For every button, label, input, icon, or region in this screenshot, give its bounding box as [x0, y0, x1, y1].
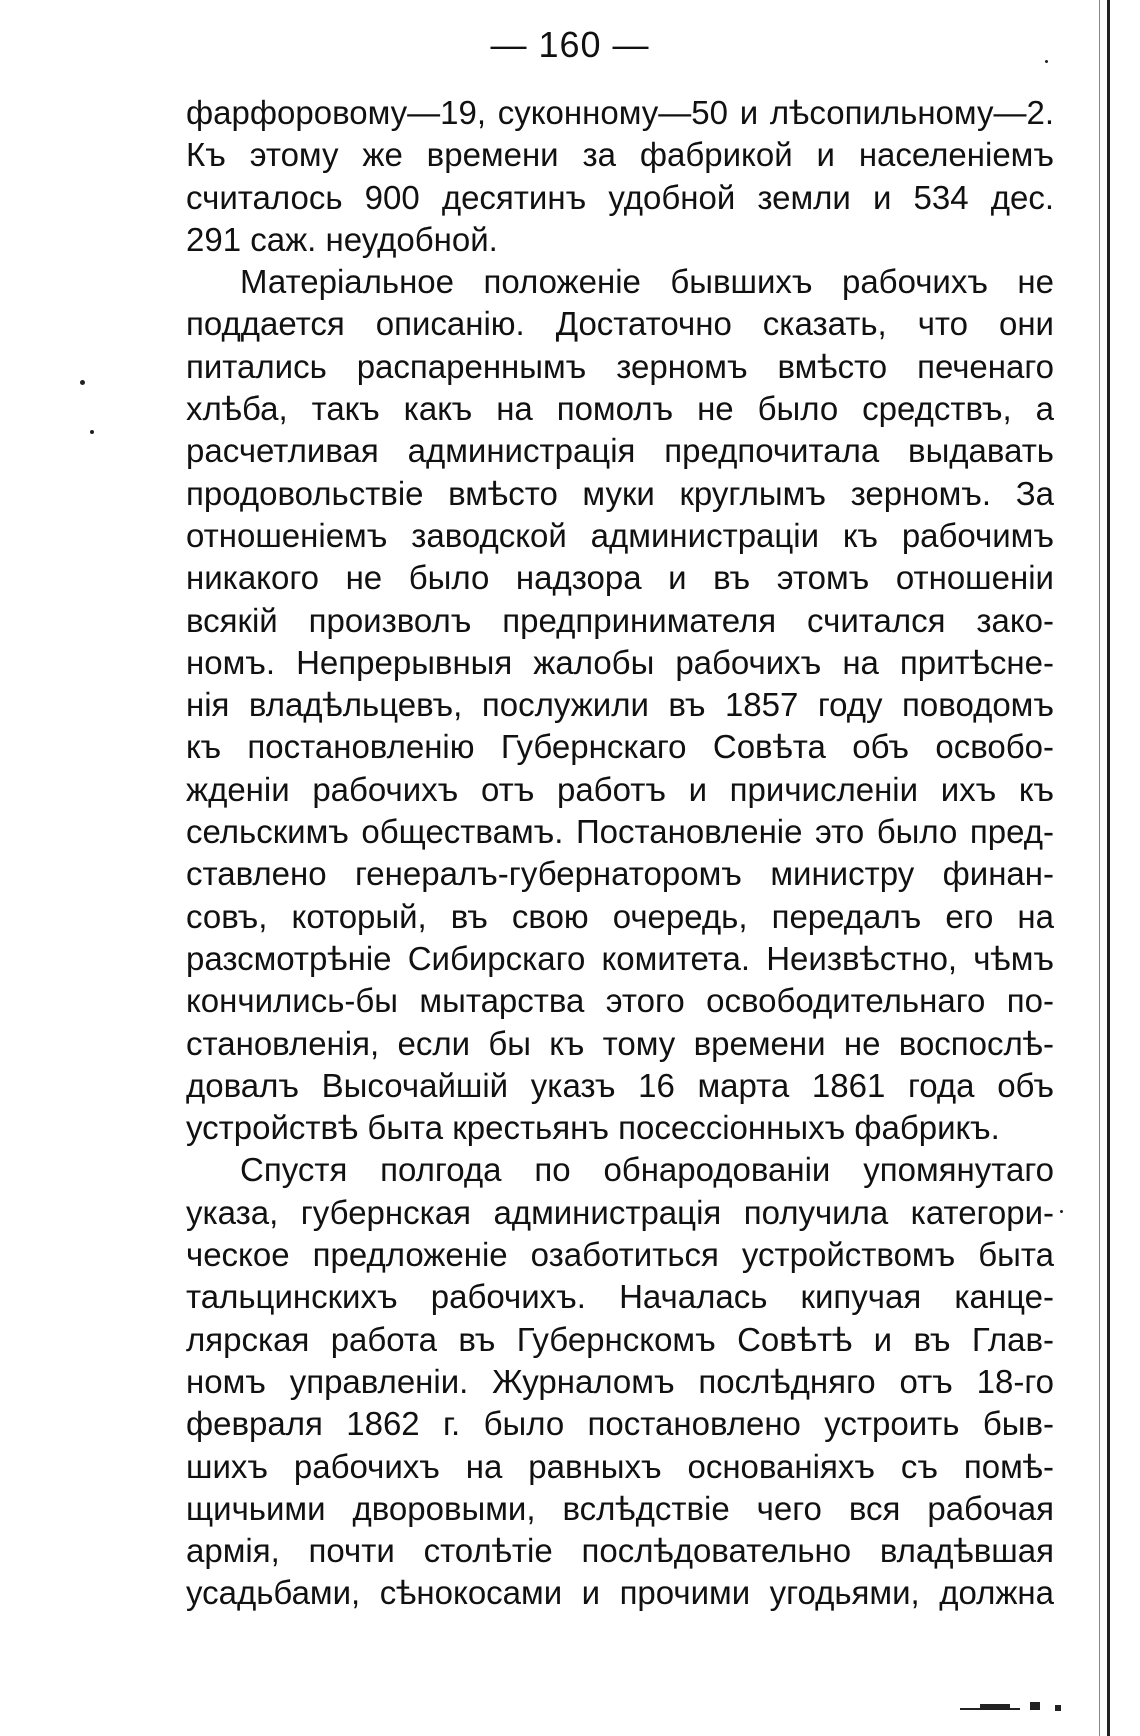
text-line: номъ управленіи. Журналомъ послѣдняго отъ 18-го — [186, 1362, 1054, 1400]
text-line: фарфоровому—19, суконному—50 и лѣсопильному—2. — [186, 94, 1054, 131]
text-line: Матеріальное положеніе бывшихъ рабочихъ не — [240, 263, 1054, 301]
text-line: отношеніемъ заводской администраціи къ рабочимъ — [186, 516, 1054, 554]
text-line: къ постановленію Губернскаго Совѣта объ освобо- — [186, 728, 1054, 766]
text-line: считалось 900 десятинъ удобной земли и 534 дес. — [186, 178, 1054, 216]
text-line: армія, почти столѣтіе послѣдовательно владѣвшая — [186, 1532, 1054, 1570]
text-line: устройствѣ быта крестьянъ посессіонныхъ фабрикъ. — [186, 1109, 1000, 1147]
text-line: хлѣба, такъ какъ на помолъ не было средствъ, а — [186, 390, 1054, 428]
text-line: усадьбами, сѣнокосами и прочими угодьями, должна — [186, 1574, 1054, 1612]
scan-speck — [1060, 1210, 1063, 1213]
text-line: 291 саж. неудобной. — [186, 220, 498, 258]
text-line: щичьими дворовыми, вслѣдствіе чего вся рабочая — [186, 1489, 1054, 1527]
text-line: продовольствіе вмѣсто муки круглымъ зерномъ. За — [186, 474, 1054, 512]
page-number: — 160 — — [490, 24, 650, 65]
text-block — [186, 92, 1054, 1615]
scan-speck — [90, 430, 94, 434]
scan-edge-line-thin — [1099, 0, 1100, 1736]
text-line: расчетливая администрація предпочитала выдавать — [186, 432, 1054, 470]
text-line: февраля 1862 г. было постановлено устроить быв- — [186, 1405, 1054, 1443]
scan-speck — [80, 380, 85, 385]
scan-speck — [1045, 60, 1048, 63]
text-line: нія владѣльцевъ, послужили въ 1857 году поводомъ — [186, 686, 1054, 724]
text-line: разсмотрѣніе Сибирскаго комитета. Неизвѣстно, чѣмъ — [186, 939, 1054, 977]
text-line: лярская работа въ Губернскомъ Совѣтѣ и въ Глав- — [186, 1320, 1054, 1358]
text-line: ставлено генералъ-губернаторомъ министру финан- — [186, 855, 1054, 893]
text-line: Къ этому же времени за фабрикой и населеніемъ — [186, 136, 1054, 174]
text-line: питались распареннымъ зерномъ вмѣсто печенаго — [186, 347, 1054, 385]
text-line: становленія, если бы къ тому времени не воспослѣ- — [186, 1024, 1054, 1062]
text-line: довалъ Высочайшій указъ 16 марта 1861 года объ — [186, 1066, 1054, 1104]
text-line: шихъ рабочихъ на равныхъ основаніяхъ съ помѣ- — [186, 1447, 1054, 1485]
text-line: жденіи рабочихъ отъ работъ и причисленіи ихъ къ — [186, 770, 1054, 808]
text-line: никакого не было надзора и въ этомъ отношеніи — [186, 559, 1054, 597]
text-line: тальцинскихъ рабочихъ. Началась кипучая канце- — [186, 1278, 1054, 1316]
scan-smudge — [960, 1700, 1080, 1714]
text-line: указа, губернская администрація получила категори- — [186, 1193, 1054, 1231]
text-line: номъ. Непрерывныя жалобы рабочихъ на притѣсне- — [186, 643, 1054, 681]
text-line: кончились-бы мытарства этого освободительнаго по- — [186, 982, 1054, 1020]
text-line: сельскимъ обществамъ. Постановленіе это было пред- — [186, 813, 1054, 851]
scan-edge-line — [1107, 0, 1110, 1736]
text-line: совъ, который, въ свою очередь, передалъ его на — [186, 897, 1054, 935]
text-line: поддается описанію. Достаточно сказать, что они — [186, 305, 1054, 343]
text-line: всякій произволъ предпринимателя считался зако- — [186, 601, 1054, 639]
text-line: Спустя полгода по обнародованіи упомянутаго — [240, 1151, 1054, 1189]
text-line: ческое предложеніе озаботиться устройствомъ быта — [186, 1236, 1054, 1274]
